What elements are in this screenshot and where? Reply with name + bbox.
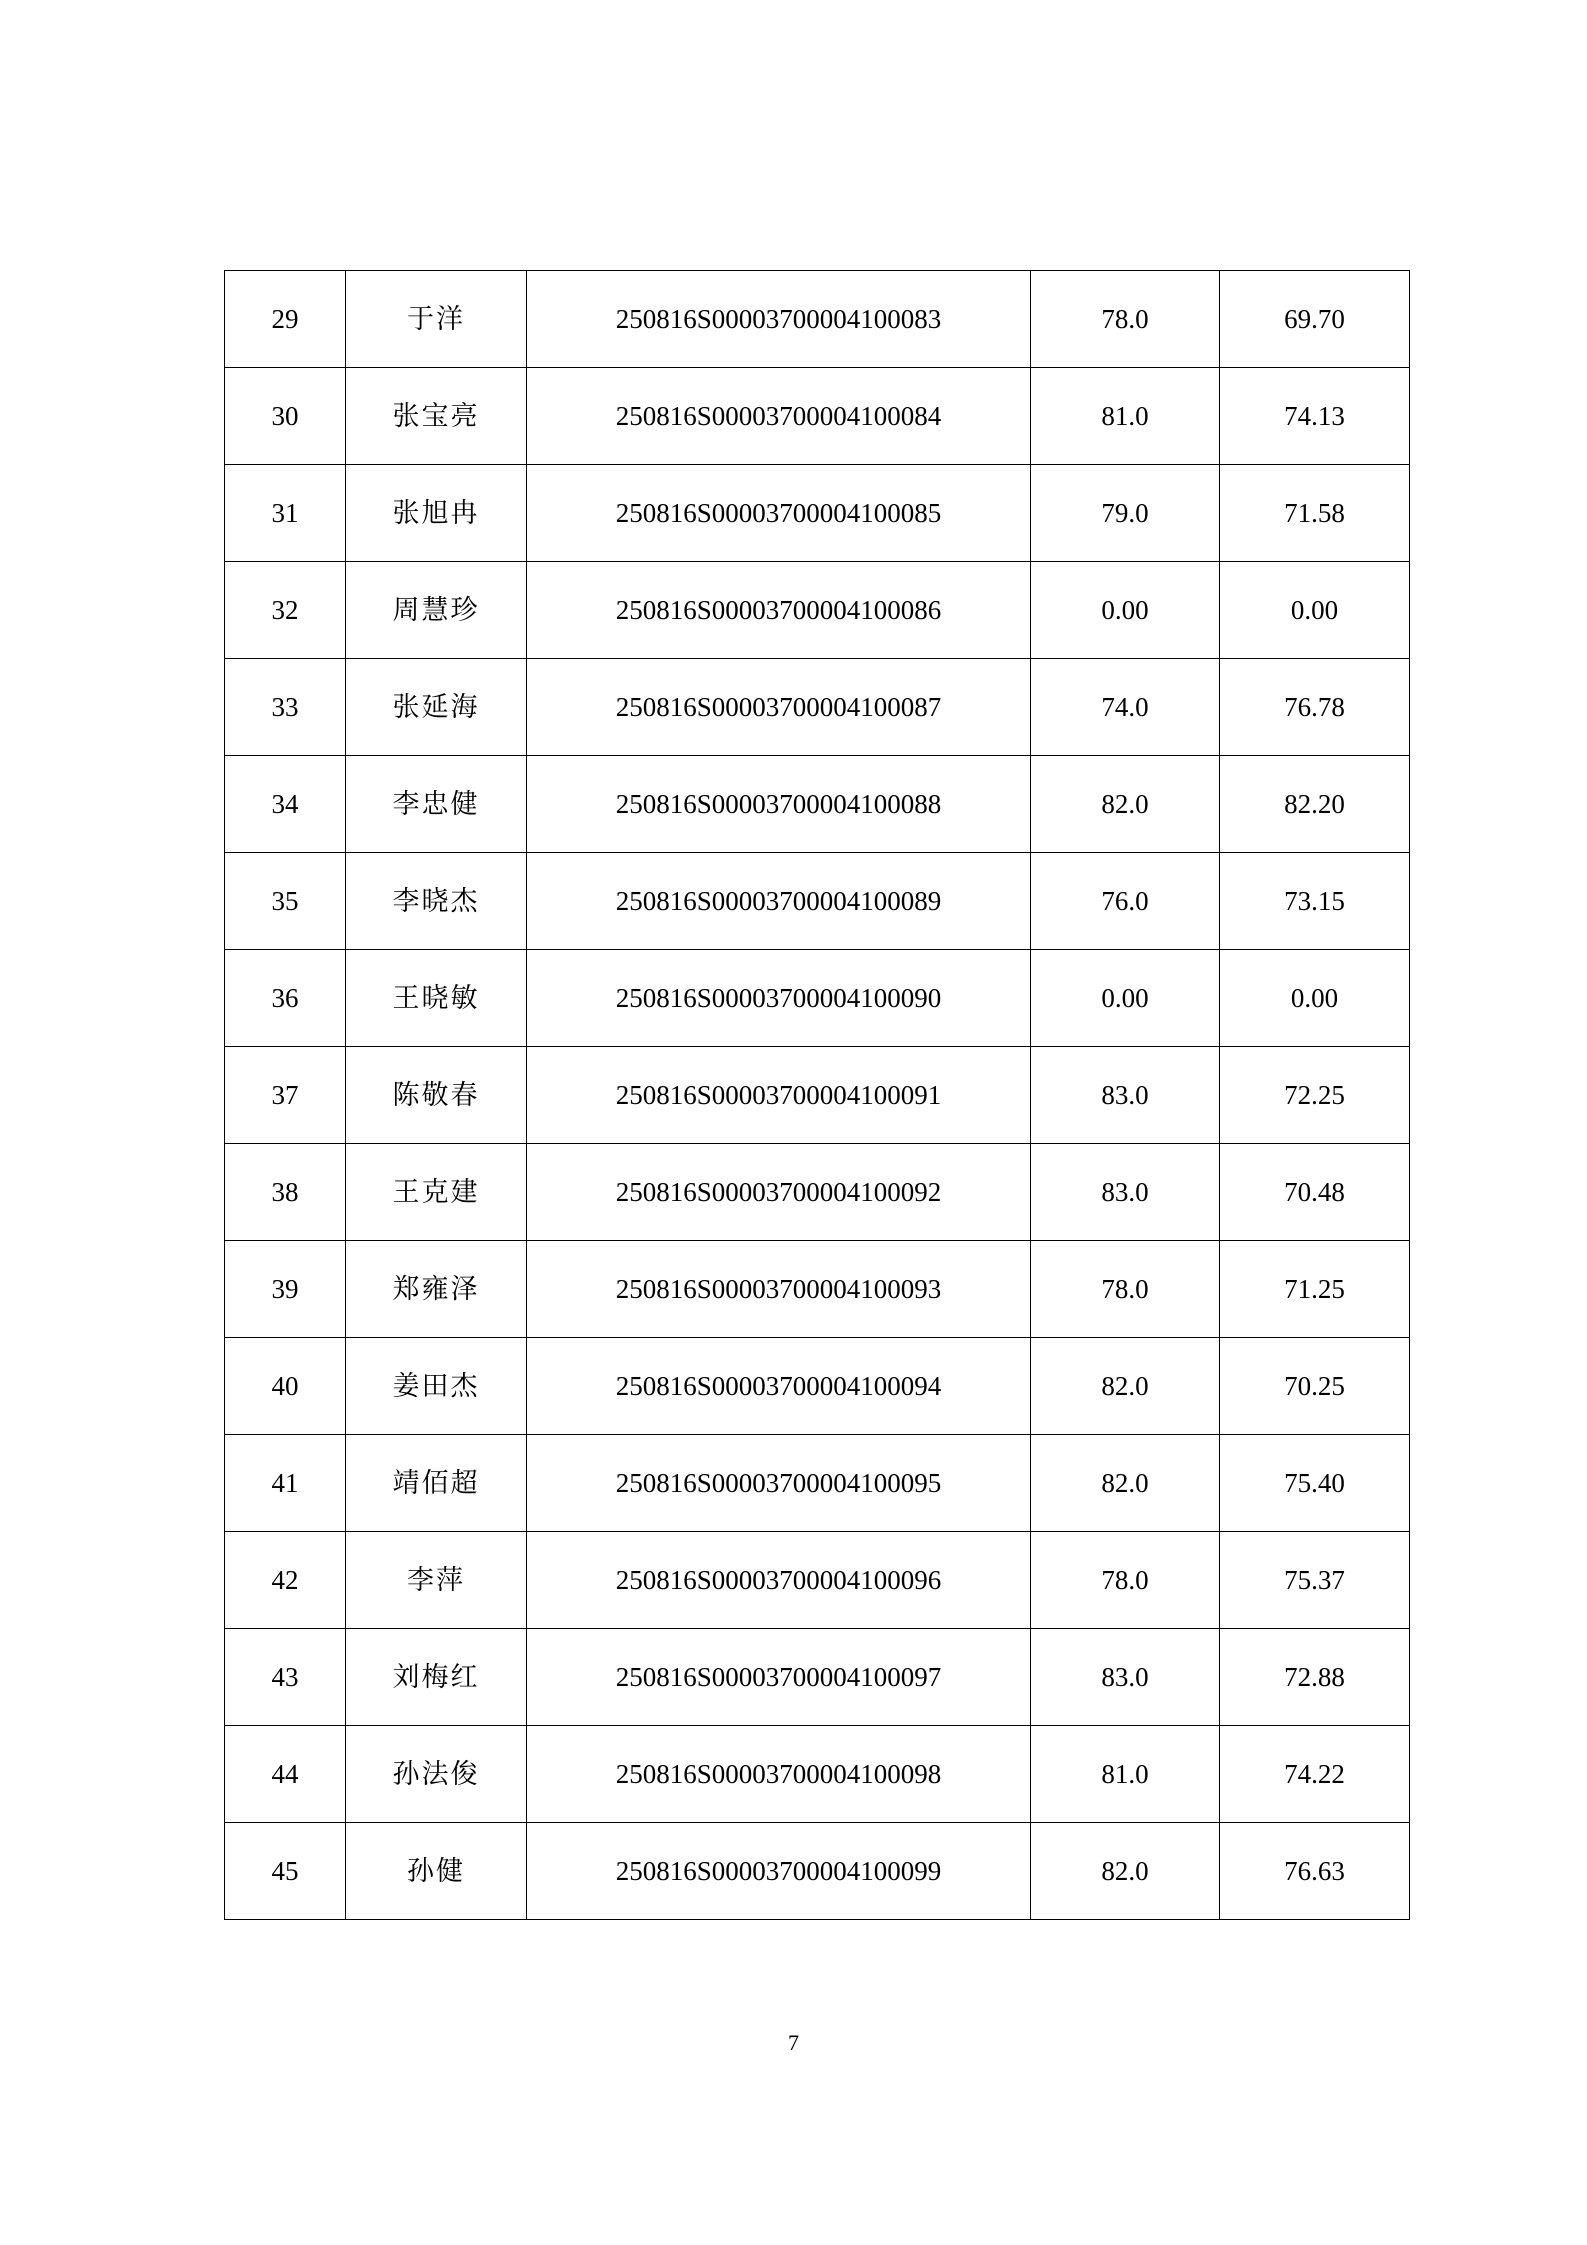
written-score: 81.0 xyxy=(1031,1726,1220,1823)
candidate-name: 张宝亮 xyxy=(346,368,527,465)
admission-number: 250816S00003700004100087 xyxy=(527,659,1031,756)
interview-score: 76.78 xyxy=(1220,659,1410,756)
row-index: 33 xyxy=(225,659,346,756)
written-score: 0.00 xyxy=(1031,950,1220,1047)
candidate-name: 周慧珍 xyxy=(346,562,527,659)
row-index: 30 xyxy=(225,368,346,465)
table-row xyxy=(225,853,1410,950)
admission-number: 250816S00003700004100095 xyxy=(527,1435,1031,1532)
candidate-name: 李晓杰 xyxy=(346,853,527,950)
row-index: 36 xyxy=(225,950,346,1047)
interview-score: 82.20 xyxy=(1220,756,1410,853)
admission-number: 250816S00003700004100085 xyxy=(527,465,1031,562)
interview-score: 75.37 xyxy=(1220,1532,1410,1629)
admission-number: 250816S00003700004100083 xyxy=(527,271,1031,368)
table-row xyxy=(225,368,1410,465)
row-index: 31 xyxy=(225,465,346,562)
interview-score: 74.13 xyxy=(1220,368,1410,465)
interview-score: 73.15 xyxy=(1220,853,1410,950)
candidate-name: 孙法俊 xyxy=(346,1726,527,1823)
written-score: 83.0 xyxy=(1031,1629,1220,1726)
admission-number: 250816S00003700004100099 xyxy=(527,1823,1031,1920)
page-number: 7 xyxy=(788,2030,799,2055)
row-index: 42 xyxy=(225,1532,346,1629)
written-score: 82.0 xyxy=(1031,756,1220,853)
interview-score: 76.63 xyxy=(1220,1823,1410,1920)
interview-score: 70.25 xyxy=(1220,1338,1410,1435)
admission-number: 250816S00003700004100084 xyxy=(527,368,1031,465)
candidate-name: 于洋 xyxy=(346,271,527,368)
row-index: 41 xyxy=(225,1435,346,1532)
interview-score: 0.00 xyxy=(1220,950,1410,1047)
admission-number: 250816S00003700004100089 xyxy=(527,853,1031,950)
candidate-name: 王克建 xyxy=(346,1144,527,1241)
admission-number: 250816S00003700004100094 xyxy=(527,1338,1031,1435)
interview-score: 71.58 xyxy=(1220,465,1410,562)
table-row xyxy=(225,1726,1410,1823)
written-score: 82.0 xyxy=(1031,1435,1220,1532)
interview-score: 70.48 xyxy=(1220,1144,1410,1241)
table-row xyxy=(225,1823,1410,1920)
row-index: 32 xyxy=(225,562,346,659)
candidate-name: 刘梅红 xyxy=(346,1629,527,1726)
table-row xyxy=(225,1144,1410,1241)
interview-score: 72.88 xyxy=(1220,1629,1410,1726)
written-score: 83.0 xyxy=(1031,1047,1220,1144)
interview-score: 69.70 xyxy=(1220,271,1410,368)
interview-score: 0.00 xyxy=(1220,562,1410,659)
written-score: 78.0 xyxy=(1031,1241,1220,1338)
interview-score: 72.25 xyxy=(1220,1047,1410,1144)
table-row xyxy=(225,1435,1410,1532)
written-score: 74.0 xyxy=(1031,659,1220,756)
table-row xyxy=(225,1338,1410,1435)
admission-number: 250816S00003700004100091 xyxy=(527,1047,1031,1144)
admission-number: 250816S00003700004100093 xyxy=(527,1241,1031,1338)
admission-number: 250816S00003700004100088 xyxy=(527,756,1031,853)
table-row xyxy=(225,271,1410,368)
row-index: 39 xyxy=(225,1241,346,1338)
table-row xyxy=(225,659,1410,756)
candidate-name: 李忠健 xyxy=(346,756,527,853)
row-index: 44 xyxy=(225,1726,346,1823)
admission-number: 250816S00003700004100096 xyxy=(527,1532,1031,1629)
candidate-name: 李萍 xyxy=(346,1532,527,1629)
table-row xyxy=(225,1047,1410,1144)
row-index: 43 xyxy=(225,1629,346,1726)
candidate-name: 张旭冉 xyxy=(346,465,527,562)
row-index: 35 xyxy=(225,853,346,950)
candidate-name: 孙健 xyxy=(346,1823,527,1920)
score-table-body xyxy=(225,271,1410,1920)
written-score: 82.0 xyxy=(1031,1823,1220,1920)
table-row xyxy=(225,562,1410,659)
row-index: 38 xyxy=(225,1144,346,1241)
written-score: 83.0 xyxy=(1031,1144,1220,1241)
candidate-name: 郑雍泽 xyxy=(346,1241,527,1338)
table-row xyxy=(225,1532,1410,1629)
table-row xyxy=(225,950,1410,1047)
row-index: 37 xyxy=(225,1047,346,1144)
row-index: 29 xyxy=(225,271,346,368)
written-score: 0.00 xyxy=(1031,562,1220,659)
admission-number: 250816S00003700004100086 xyxy=(527,562,1031,659)
interview-score: 74.22 xyxy=(1220,1726,1410,1823)
row-index: 34 xyxy=(225,756,346,853)
candidate-name: 张延海 xyxy=(346,659,527,756)
interview-score: 75.40 xyxy=(1220,1435,1410,1532)
table-row xyxy=(225,465,1410,562)
candidate-name: 姜田杰 xyxy=(346,1338,527,1435)
admission-number: 250816S00003700004100097 xyxy=(527,1629,1031,1726)
candidate-name: 陈敬春 xyxy=(346,1047,527,1144)
table-row xyxy=(225,756,1410,853)
score-table-container xyxy=(224,270,1364,1920)
row-index: 40 xyxy=(225,1338,346,1435)
candidate-name: 靖佰超 xyxy=(346,1435,527,1532)
admission-number: 250816S00003700004100090 xyxy=(527,950,1031,1047)
candidate-name: 王晓敏 xyxy=(346,950,527,1047)
written-score: 79.0 xyxy=(1031,465,1220,562)
written-score: 81.0 xyxy=(1031,368,1220,465)
written-score: 82.0 xyxy=(1031,1338,1220,1435)
written-score: 78.0 xyxy=(1031,271,1220,368)
admission-number: 250816S00003700004100092 xyxy=(527,1144,1031,1241)
written-score: 76.0 xyxy=(1031,853,1220,950)
written-score: 78.0 xyxy=(1031,1532,1220,1629)
table-row xyxy=(225,1629,1410,1726)
table-row xyxy=(225,1241,1410,1338)
score-table xyxy=(224,270,1410,1920)
admission-number: 250816S00003700004100098 xyxy=(527,1726,1031,1823)
interview-score: 71.25 xyxy=(1220,1241,1410,1338)
row-index: 45 xyxy=(225,1823,346,1920)
